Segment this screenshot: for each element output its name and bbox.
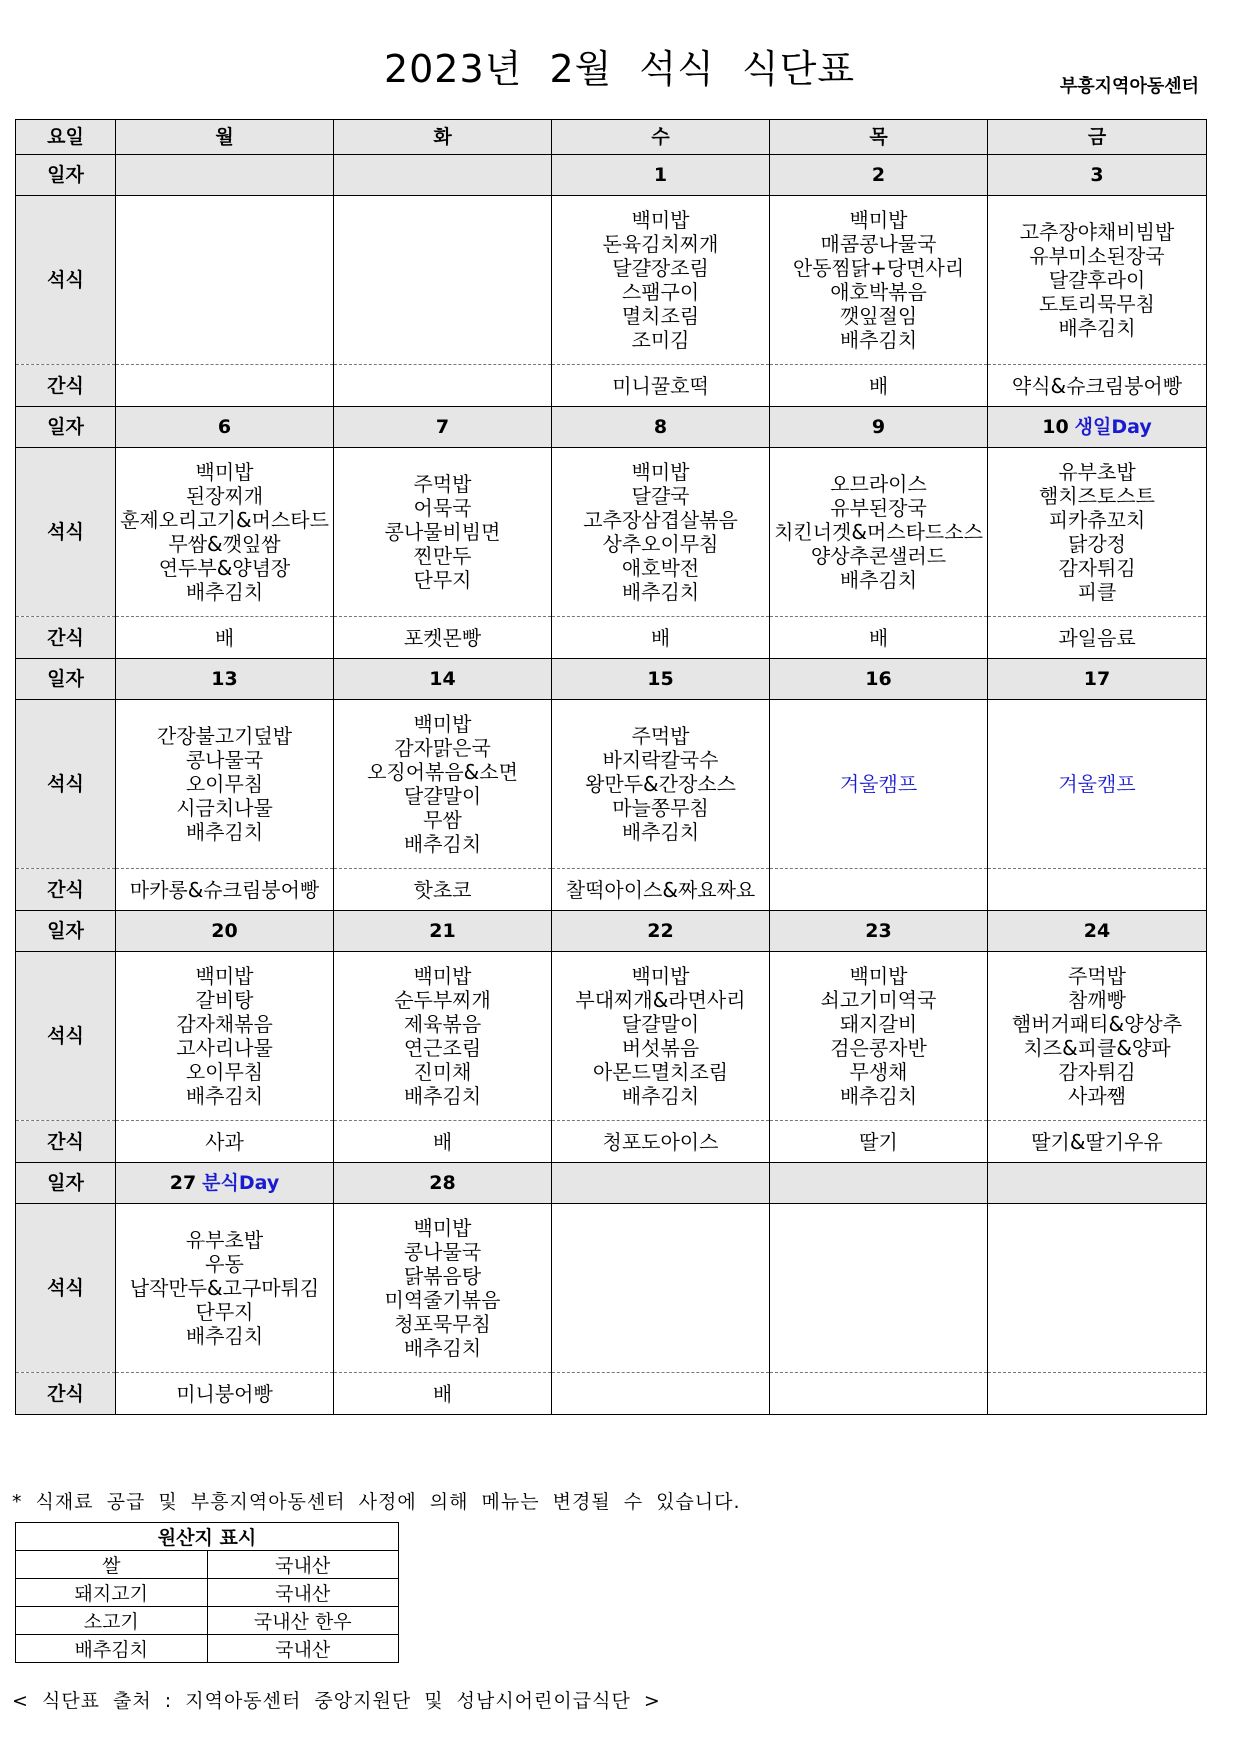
date-cell	[334, 659, 552, 700]
dinner-menu-cell	[116, 448, 334, 617]
weekday-thu: 목	[770, 120, 988, 155]
menu-item: 유부초밥	[1058, 460, 1136, 484]
organization-name: 부흥지역아동센터	[1059, 76, 1199, 97]
menu-item: 멸치조림	[621, 304, 700, 328]
date-cell	[552, 155, 770, 196]
origin-row	[16, 1607, 399, 1635]
origin-row	[16, 1551, 399, 1579]
menu-item: 돈육김치찌개	[602, 232, 719, 256]
date-label: 일자	[16, 155, 116, 196]
menu-item: 배추김치	[839, 1084, 918, 1108]
snack-row	[16, 1121, 1207, 1163]
menu-item: 햄버거패티&양상추	[1011, 1012, 1183, 1036]
menu-item: 치즈&피클&양파	[1023, 1036, 1171, 1060]
date-number: 21	[429, 920, 456, 942]
snack-cell: 미니붕어빵	[116, 1373, 334, 1415]
weekday-label: 요일	[16, 120, 116, 155]
menu-item: 양상추콘샐러드	[810, 544, 947, 568]
menu-item: 오이무침	[185, 772, 264, 796]
snack-cell	[770, 869, 988, 911]
snack-cell	[988, 1373, 1207, 1415]
dinner-row	[16, 952, 1207, 1121]
winter-camp-label: 겨울캠프	[1058, 772, 1136, 796]
snack-cell: 약식&슈크림붕어빵	[988, 365, 1207, 407]
dinner-menu-cell	[552, 196, 770, 365]
menu-item: 오므라이스	[830, 472, 927, 496]
menu-item: 백미밥	[195, 460, 254, 484]
date-number: 2	[871, 164, 886, 186]
menu-item: 납작만두&고구마튀김	[129, 1276, 320, 1300]
weekday-wed: 수	[552, 120, 770, 155]
menu-item: 무생채	[849, 1060, 908, 1084]
menu-item: 배추김치	[839, 568, 918, 592]
menu-item: 피카츄꼬치	[1048, 508, 1146, 532]
date-cell	[552, 407, 770, 448]
origin-title: 원산지 표시	[16, 1523, 399, 1551]
menu-item: 햄치즈토스트	[1039, 484, 1155, 508]
menu-item: 오징어볶음&소면	[367, 760, 518, 784]
menu-item: 배추김치	[621, 1084, 700, 1108]
date-label: 일자	[16, 1163, 116, 1204]
menu-item: 콩나물국	[185, 748, 264, 772]
snack-label: 간식	[16, 365, 116, 407]
menu-item: 연두부&양념장	[158, 556, 291, 580]
snack-cell	[988, 869, 1207, 911]
snack-cell: 배	[552, 617, 770, 659]
dinner-label: 석식	[16, 700, 116, 869]
menu-source: < 식단표 출처 : 지역아동센터 중앙지원단 및 성남시어린이급식단 >	[12, 1690, 661, 1712]
menu-item: 시금치나물	[176, 796, 273, 820]
dinner-label: 석식	[16, 1204, 116, 1373]
menu-item: 사과쨈	[1068, 1084, 1126, 1108]
snack-cell: 과일음료	[988, 617, 1207, 659]
menu-item: 훈제오리고기&머스타드	[120, 508, 329, 532]
menu-item: 제육볶음	[403, 1012, 482, 1036]
date-label: 일자	[16, 407, 116, 448]
origin-country: 국내산 한우	[207, 1607, 399, 1635]
menu-item: 감자맑은국	[394, 736, 491, 760]
menu-item: 어묵국	[413, 496, 472, 520]
snack-cell: 핫초코	[334, 869, 552, 911]
menu-item: 우동	[205, 1252, 244, 1276]
dinner-menu-cell	[988, 700, 1207, 869]
date-cell	[116, 911, 334, 952]
menu-item: 단무지	[413, 568, 472, 592]
snack-cell	[116, 365, 334, 407]
menu-item: 애호박볶음	[830, 280, 927, 304]
menu-item: 주먹밥	[413, 472, 472, 496]
origin-country: 국내산	[207, 1551, 399, 1579]
origin-table	[15, 1522, 399, 1663]
menu-item: 백미밥	[413, 1216, 472, 1240]
snack-row	[16, 617, 1207, 659]
menu-item: 유부된장국	[830, 496, 927, 520]
date-number: 20	[211, 920, 238, 942]
dinner-menu-cell	[116, 1204, 334, 1373]
date-number: 15	[647, 668, 674, 690]
origin-country: 국내산	[207, 1579, 399, 1607]
dinner-menu-cell	[988, 1204, 1207, 1373]
date-number: 8	[653, 416, 668, 438]
menu-item: 백미밥	[413, 712, 472, 736]
menu-item: 부대찌개&라면사리	[575, 988, 746, 1012]
dinner-menu-cell	[334, 1204, 552, 1373]
menu-item: 검은콩자반	[830, 1036, 927, 1060]
menu-item: 상추오이무침	[602, 532, 719, 556]
weekday-row	[16, 120, 1207, 155]
page-title: 2023년 2월 석식 식단표	[383, 47, 856, 91]
snack-label: 간식	[16, 1373, 116, 1415]
menu-item: 아몬드멸치조림	[592, 1060, 729, 1084]
origin-item: 배추김치	[16, 1635, 208, 1663]
snack-row	[16, 1373, 1207, 1415]
snack-cell: 배	[116, 617, 334, 659]
menu-item: 고사리나물	[176, 1036, 273, 1060]
menu-item: 백미밥	[631, 460, 690, 484]
menu-item: 미역줄기볶음	[384, 1288, 501, 1312]
date-number: 27	[169, 1172, 197, 1194]
date-number: 1	[653, 164, 668, 186]
menu-item: 된장찌개	[185, 484, 264, 508]
date-number: 13	[211, 668, 238, 690]
menu-item: 백미밥	[195, 964, 254, 988]
menu-item: 단무지	[195, 1300, 254, 1324]
snack-cell	[770, 1373, 988, 1415]
special-day-label: 생일Day	[1074, 416, 1152, 438]
snack-cell: 배	[334, 1373, 552, 1415]
date-number: 16	[865, 668, 892, 690]
snack-cell: 포켓몬빵	[334, 617, 552, 659]
menu-item: 달걀국	[631, 484, 690, 508]
menu-item: 유부미소된장국	[1029, 244, 1165, 268]
menu-item: 무쌈&깻잎쌈	[168, 532, 281, 556]
date-row	[16, 1163, 1207, 1204]
dinner-menu-cell	[116, 952, 334, 1121]
snack-label: 간식	[16, 1121, 116, 1163]
date-cell	[116, 1163, 334, 1204]
menu-item: 찐만두	[413, 544, 472, 568]
menu-item: 배추김치	[403, 832, 482, 856]
dinner-row	[16, 1204, 1207, 1373]
menu-item: 순두부찌개	[394, 988, 491, 1012]
menu-item: 바지락칼국수	[602, 748, 719, 772]
date-number: 23	[865, 920, 892, 942]
snack-cell: 사과	[116, 1121, 334, 1163]
menu-item: 연근조림	[403, 1036, 482, 1060]
origin-row	[16, 1635, 399, 1663]
dinner-menu-cell	[988, 448, 1207, 617]
menu-item: 오이무침	[185, 1060, 264, 1084]
date-cell	[552, 1163, 770, 1204]
menu-item: 갈비탕	[195, 988, 254, 1012]
dinner-menu-cell	[116, 700, 334, 869]
special-day-label: 분식Day	[202, 1172, 280, 1194]
menu-item: 배추김치	[403, 1336, 482, 1360]
origin-row	[16, 1579, 399, 1607]
dinner-menu-cell	[334, 196, 552, 365]
snack-cell	[334, 365, 552, 407]
menu-item: 백미밥	[413, 964, 472, 988]
snack-cell: 배	[770, 365, 988, 407]
date-row	[16, 659, 1207, 700]
dinner-menu-cell	[334, 952, 552, 1121]
date-number: 3	[1090, 164, 1104, 186]
menu-item: 간장불고기덮밥	[156, 724, 293, 748]
menu-item: 고추장삼겹살볶음	[583, 508, 738, 532]
menu-item: 주먹밥	[1068, 964, 1126, 988]
date-label: 일자	[16, 659, 116, 700]
snack-label: 간식	[16, 869, 116, 911]
weekday-mon: 월	[116, 120, 334, 155]
dinner-menu-cell	[552, 1204, 770, 1373]
menu-item: 닭강정	[1068, 532, 1126, 556]
date-cell	[770, 659, 988, 700]
dinner-menu-cell	[552, 700, 770, 869]
menu-item: 참깨빵	[1068, 988, 1126, 1012]
snack-cell: 찰떡아이스&짜요짜요	[552, 869, 770, 911]
menu-item: 진미채	[413, 1060, 472, 1084]
date-cell	[988, 911, 1207, 952]
dinner-menu-cell	[552, 952, 770, 1121]
date-cell	[552, 659, 770, 700]
date-cell	[116, 659, 334, 700]
menu-item: 배추김치	[621, 580, 700, 604]
menu-item: 달걀장조림	[612, 256, 709, 280]
origin-item: 돼지고기	[16, 1579, 208, 1607]
menu-item: 감자튀김	[1058, 556, 1136, 580]
menu-item: 배추김치	[1058, 316, 1136, 340]
date-number: 17	[1083, 668, 1111, 690]
menu-item: 배추김치	[403, 1084, 482, 1108]
menu-item: 백미밥	[849, 964, 908, 988]
dinner-menu-cell	[334, 448, 552, 617]
menu-item: 마늘쫑무침	[612, 796, 709, 820]
dinner-row	[16, 700, 1207, 869]
snack-row	[16, 869, 1207, 911]
dinner-menu-cell	[988, 952, 1207, 1121]
menu-item: 배추김치	[621, 820, 700, 844]
menu-item: 애호박전	[621, 556, 700, 580]
menu-item: 배추김치	[185, 1324, 264, 1348]
menu-item: 청포묵무침	[394, 1312, 491, 1336]
date-cell	[116, 407, 334, 448]
dinner-menu-cell	[770, 952, 988, 1121]
menu-item: 달걀말이	[403, 784, 482, 808]
date-cell	[988, 1163, 1207, 1204]
snack-row	[16, 365, 1207, 407]
menu-item: 콩나물국	[403, 1240, 482, 1264]
menu-item: 배추김치	[185, 580, 264, 604]
date-row	[16, 407, 1207, 448]
menu-item: 백미밥	[849, 208, 908, 232]
menu-item: 달걀말이	[621, 1012, 700, 1036]
dinner-menu-cell	[552, 448, 770, 617]
date-number: 9	[871, 416, 886, 438]
menu-item: 감자채볶음	[176, 1012, 273, 1036]
snack-cell	[552, 1373, 770, 1415]
date-cell	[770, 911, 988, 952]
origin-country: 국내산	[207, 1635, 399, 1663]
menu-item: 버섯볶음	[621, 1036, 700, 1060]
menu-item: 치킨너겟&머스타드소스	[774, 520, 983, 544]
dinner-menu-cell	[988, 196, 1207, 365]
weekday-fri: 금	[988, 120, 1207, 155]
menu-item: 백미밥	[631, 964, 690, 988]
snack-cell: 마카롱&슈크림붕어빵	[116, 869, 334, 911]
snack-cell: 딸기	[770, 1121, 988, 1163]
dinner-menu-cell	[770, 700, 988, 869]
dinner-menu-cell	[334, 700, 552, 869]
date-cell	[334, 407, 552, 448]
dinner-menu-cell	[770, 196, 988, 365]
date-number: 28	[429, 1172, 456, 1194]
menu-item: 백미밥	[631, 208, 690, 232]
dinner-row	[16, 196, 1207, 365]
menu-item: 닭볶음탕	[403, 1264, 482, 1288]
menu-item: 쇠고기미역국	[820, 988, 937, 1012]
snack-cell: 배	[334, 1121, 552, 1163]
menu-item: 배추김치	[185, 1084, 264, 1108]
date-cell	[988, 407, 1207, 448]
dinner-label: 석식	[16, 196, 116, 365]
menu-item: 주먹밥	[631, 724, 690, 748]
weekday-tue: 화	[334, 120, 552, 155]
winter-camp-label: 겨울캠프	[839, 772, 918, 796]
dinner-label: 석식	[16, 448, 116, 617]
dinner-menu-cell	[770, 448, 988, 617]
menu-item: 달걀후라이	[1048, 268, 1146, 292]
menu-item: 안동찜닭+당면사리	[792, 256, 965, 280]
menu-item: 매콤콩나물국	[820, 232, 937, 256]
date-cell	[770, 1163, 988, 1204]
date-cell	[334, 911, 552, 952]
dinner-label: 석식	[16, 952, 116, 1121]
menu-item: 피클	[1077, 580, 1117, 604]
origin-item: 소고기	[16, 1607, 208, 1635]
date-cell	[770, 155, 988, 196]
date-cell	[116, 155, 334, 196]
date-cell	[988, 659, 1207, 700]
date-number: 6	[217, 416, 232, 438]
date-number: 24	[1083, 920, 1111, 942]
origin-item: 쌀	[16, 1551, 208, 1579]
dinner-menu-cell	[770, 1204, 988, 1373]
menu-item: 깻잎절임	[839, 304, 918, 328]
date-cell	[334, 155, 552, 196]
menu-item: 무쌈	[423, 808, 462, 832]
snack-label: 간식	[16, 617, 116, 659]
menu-item: 감자튀김	[1058, 1060, 1136, 1084]
menu-item: 배추김치	[839, 328, 918, 352]
dinner-menu-cell	[116, 196, 334, 365]
date-number: 7	[435, 416, 450, 438]
date-row	[16, 911, 1207, 952]
date-number: 10	[1042, 416, 1069, 438]
menu-item: 도토리묵무침	[1039, 292, 1155, 316]
date-row	[16, 155, 1207, 196]
menu-item: 왕만두&간장소스	[585, 772, 736, 796]
date-label: 일자	[16, 911, 116, 952]
menu-item: 스팸구이	[621, 280, 700, 304]
date-number: 22	[647, 920, 674, 942]
snack-cell: 배	[770, 617, 988, 659]
date-cell	[334, 1163, 552, 1204]
menu-item: 조미김	[631, 328, 690, 352]
date-cell	[988, 155, 1207, 196]
date-cell	[552, 911, 770, 952]
menu-item: 콩나물비빔면	[384, 520, 501, 544]
menu-item: 돼지갈비	[839, 1012, 918, 1036]
dinner-row	[16, 448, 1207, 617]
snack-cell: 딸기&딸기우유	[988, 1121, 1207, 1163]
change-notice: * 식재료 공급 및 부흥지역아동센터 사정에 의해 메뉴는 변경될 수 있습니다.	[12, 1491, 741, 1513]
date-cell	[770, 407, 988, 448]
menu-item: 고추장야채비빔밥	[1019, 220, 1175, 244]
snack-cell: 청포도아이스	[552, 1121, 770, 1163]
date-number: 14	[429, 668, 456, 690]
menu-item: 배추김치	[185, 820, 264, 844]
snack-cell: 미니꿀호떡	[552, 365, 770, 407]
menu-item: 유부초밥	[185, 1228, 264, 1252]
menu-table	[15, 119, 1207, 1415]
